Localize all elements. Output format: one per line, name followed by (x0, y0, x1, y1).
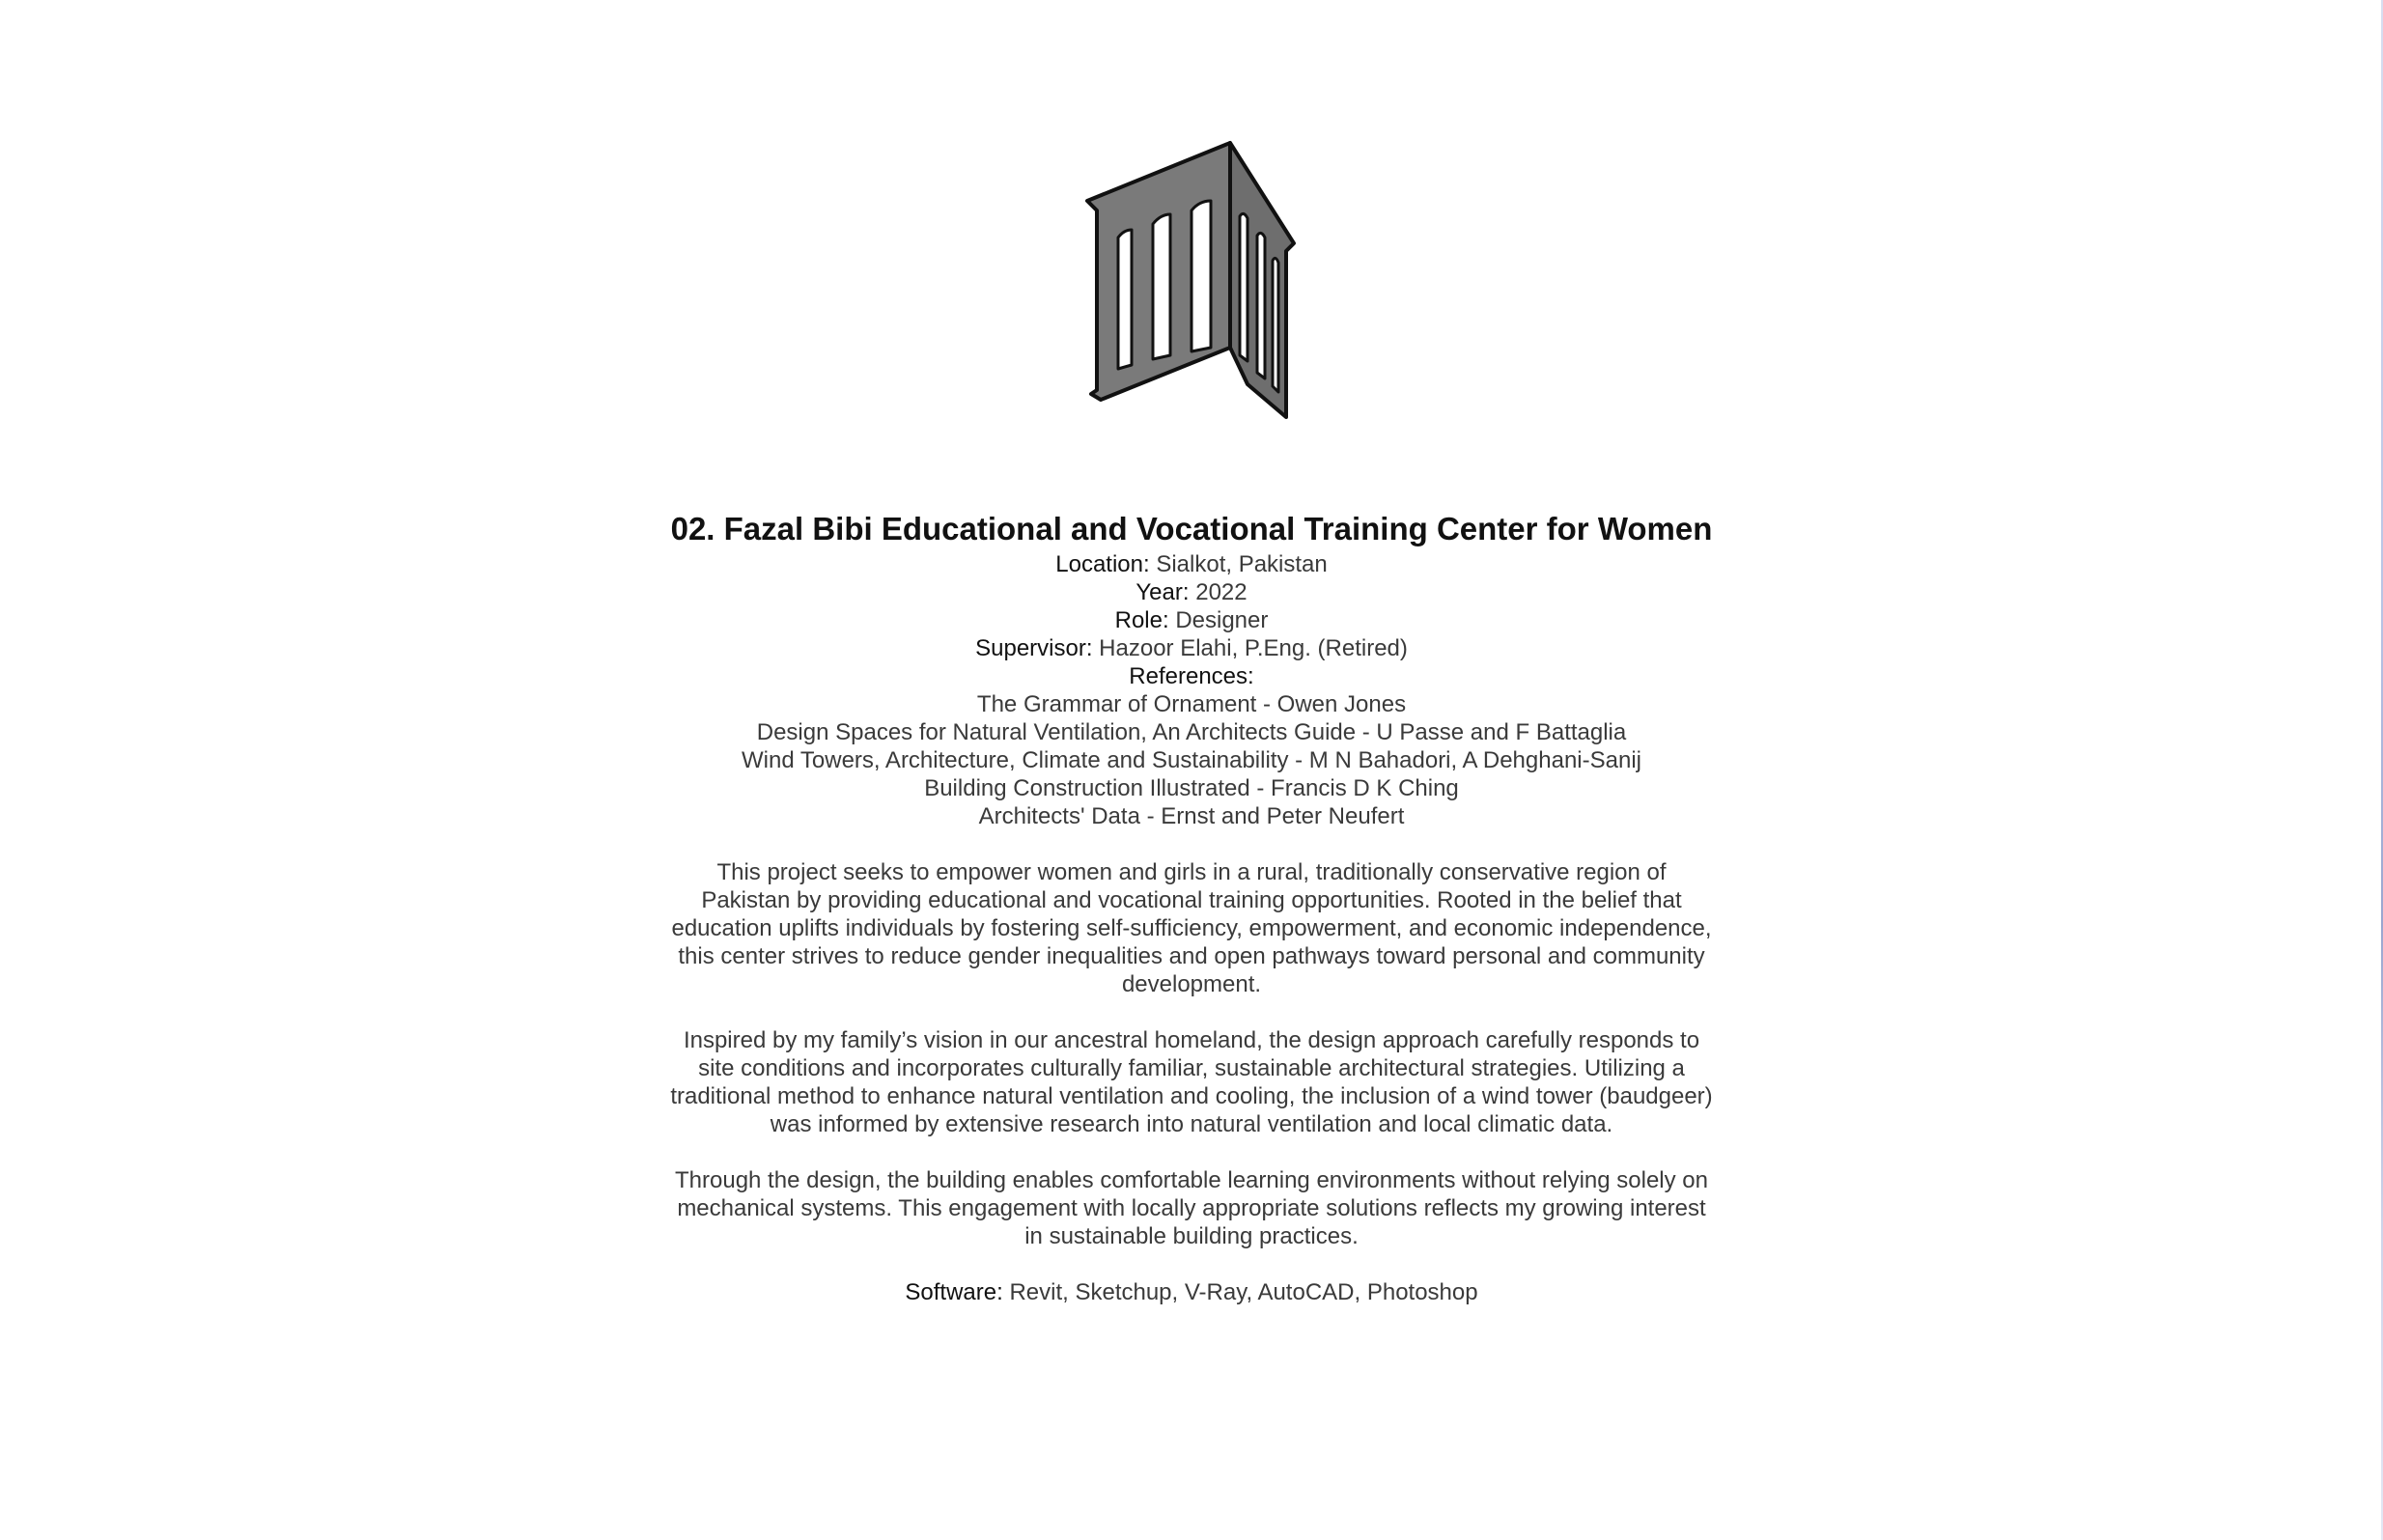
role-line (612, 606, 1771, 634)
references-heading (612, 662, 1771, 690)
reference-item: Building Construction Illustrated - Francis D K Ching (924, 775, 1459, 801)
description-paragraph: Inspired by my family’s vision in our ancestral homeland, the design approach carefully responds to site conditions and incorporates culturally familiar, sustainable architectural strategies. Utilizing a traditional method to enhance natural ventilation and cooling, the inclusion of a wind tower (baudgeer) was informed by extensive research into natural ventilation and local climatic data. (670, 1027, 1713, 1137)
references-list (612, 690, 1771, 830)
location-value: Sialkot, Pakistan (1149, 551, 1328, 577)
year-value: 2022 (1189, 579, 1248, 605)
role-label: Role: (1114, 607, 1169, 633)
location-line (612, 550, 1771, 578)
references-label: References: (1129, 663, 1254, 689)
project-title: 02. Fazal Bibi Educational and Vocational Training Center for Women (670, 511, 1713, 546)
project-description (612, 510, 1771, 1330)
year-label: Year: (1135, 579, 1190, 605)
description-paragraph: Through the design, the building enables comfortable learning environments without relying solely on mechanical systems. This engagement with locally appropriate solutions reflects my growing interest in sustainable building practices. (675, 1167, 1708, 1249)
description-paragraph: This project seeks to empower women and girls in a rural, traditionally conservative region of Pakistan by providing educational and vocational training opportunities. Rooted in the belief that education uplifts individuals by fostering self-sufficiency, empowerment, and economic independence, this center strives to reduce gender inequalities and open pathways toward personal and community development. (671, 859, 1712, 997)
wind-tower-logo-icon (1079, 137, 1302, 427)
supervisor-value: Hazoor Elahi, P.Eng. (Retired) (1092, 635, 1408, 661)
software-line (612, 1278, 1771, 1306)
software-value: Revit, Sketchup, V-Ray, AutoCAD, Photoshop (1002, 1279, 1478, 1305)
reference-item: Design Spaces for Natural Ventilation, An Architects Guide - U Passe and F Battaglia (756, 719, 1627, 745)
role-value: Designer (1168, 607, 1269, 633)
reference-item: Architects' Data - Ernst and Peter Neufert (978, 803, 1405, 829)
software-label: Software: (905, 1279, 1003, 1305)
year-line (612, 578, 1771, 606)
location-label: Location: (1055, 551, 1150, 577)
reference-item: The Grammar of Ornament - Owen Jones (976, 691, 1407, 717)
supervisor-label: Supervisor: (975, 635, 1093, 661)
supervisor-line (612, 634, 1771, 662)
reference-item: Wind Towers, Architecture, Climate and Sustainability - M N Bahadori, A Dehghani-Sanij (741, 747, 1641, 773)
